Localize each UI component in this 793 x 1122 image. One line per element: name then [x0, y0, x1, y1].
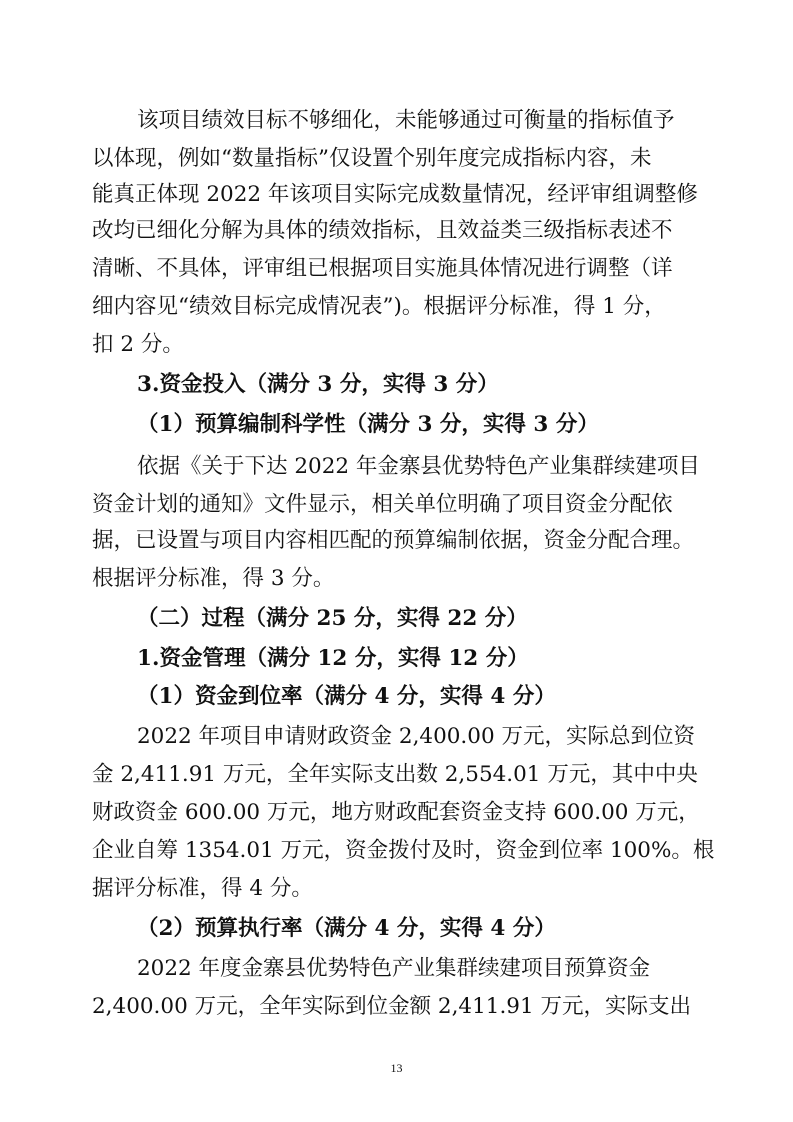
body-text-line: 清晰、不具体，评审组已根据项目实施具体情况进行调整（详 [92, 256, 673, 281]
body-text-line: 企业自筹 1354.01 万元，资金拨付及时，资金到位率 100%。根 [92, 838, 715, 863]
body-text-line: 能真正体现 2022 年该项目实际完成数量情况，经评审组调整修 [92, 182, 698, 207]
subsection-heading: （1）预算编制科学性（满分 3 分，实得 3 分） [137, 412, 599, 437]
section-heading: （二）过程（满分 25 分，实得 22 分） [137, 606, 528, 631]
body-text-line: 据，已设置与项目内容相匹配的预算编制依据，资金分配合理。 [92, 528, 695, 553]
body-text-line: 扣 2 分。 [92, 332, 184, 357]
body-text-line: 2022 年项目申请财政资金 2,400.00 万元，实际总到位资 [137, 724, 695, 749]
body-text-line: 根据评分标准，得 3 分。 [92, 566, 335, 591]
body-text-line: 资金计划的通知》文件显示，相关单位明确了项目资金分配依 [92, 492, 673, 517]
section-heading: 1.资金管理（满分 12 分，实得 12 分） [137, 646, 529, 671]
body-text-line: 2,400.00 万元，全年实际到位金额 2,411.91 万元，实际支出 [92, 994, 691, 1019]
body-text-line: 以体现，例如“数量指标”仅设置个别年度完成指标内容，未 [92, 146, 652, 171]
body-text-line: 该项目绩效目标不够细化，未能够通过可衡量的指标值予 [137, 108, 675, 133]
page-number: 13 [390, 1061, 403, 1075]
subsection-heading: （2）预算执行率（满分 4 分，实得 4 分） [137, 916, 556, 941]
body-text-line: 2022 年度金寨县优势特色产业集群续建项目预算资金 [137, 956, 651, 981]
body-text-line: 据评分标准，得 4 分。 [92, 876, 313, 901]
body-text-line: 改均已细化分解为具体的绩效指标，且效益类三级指标表述不 [92, 218, 673, 243]
body-text-line: 财政资金 600.00 万元，地方财政配套资金支持 600.00 万元， [92, 800, 700, 825]
body-text-line: 金 2,411.91 万元，全年实际支出数 2,554.01 万元，其中中央 [92, 762, 698, 787]
body-text-line: 细内容见“绩效目标完成情况表”)。根据评分标准，得 1 分， [92, 294, 666, 319]
body-text-line: 依据《关于下达 2022 年金寨县优势特色产业集群续建项目 [137, 454, 700, 479]
section-heading: 3.资金投入（满分 3 分，实得 3 分） [137, 372, 499, 397]
subsection-heading: （1）资金到位率（满分 4 分，实得 4 分） [137, 684, 556, 709]
